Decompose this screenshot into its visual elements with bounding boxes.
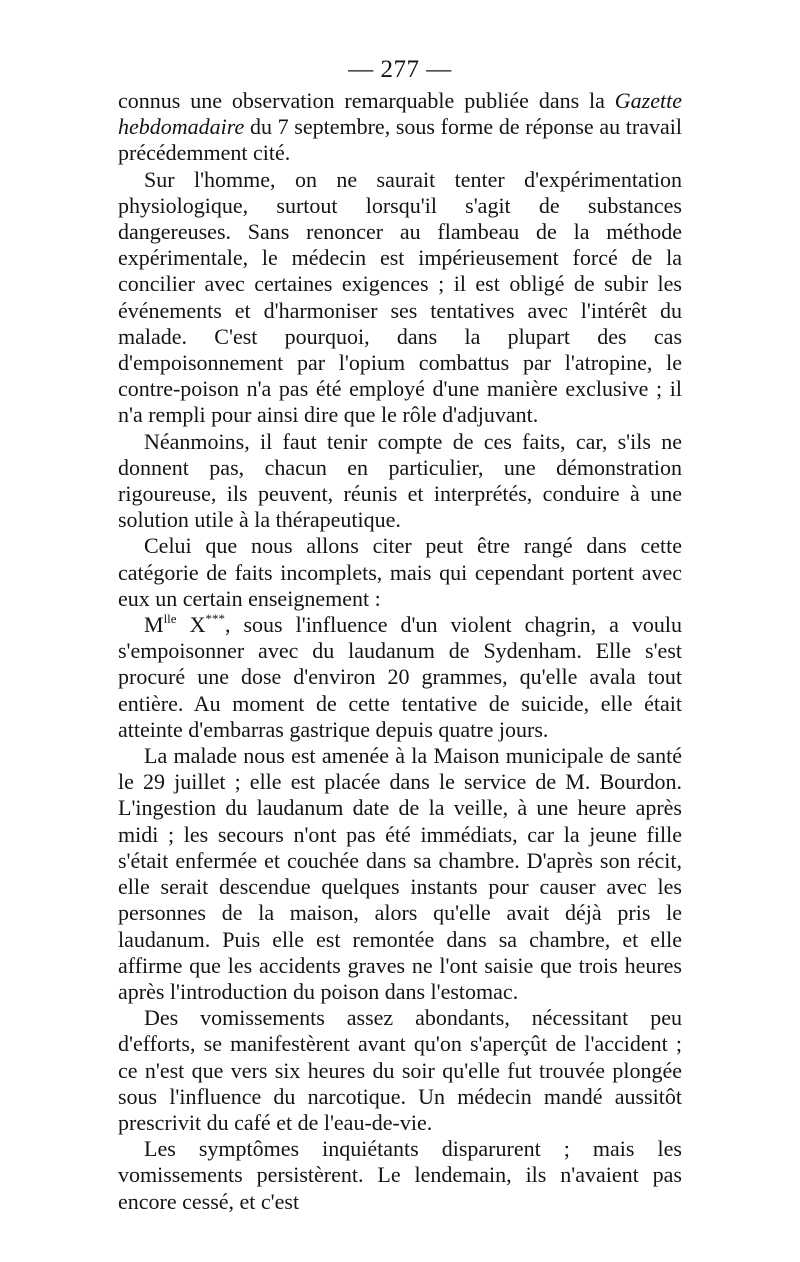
journal-title: Gazette hebdomadaire [118, 88, 682, 140]
patient-initial-asterisks: *** [205, 611, 225, 627]
paragraph-1-text-a: connus une observation remarquable publiée dans la [118, 88, 615, 113]
paragraph-1 [118, 88, 682, 167]
paragraph-5 [118, 612, 682, 743]
paragraph-5-text: , sous l'influence d'un violent chagrin, a voulu s'empoisonner avec du laudanum de Sydenham. Elle s'est procuré une dose d'environ 20 grammes, qu'elle avala tout entière. Au moment de cette tentative de suicide, elle était atteinte d'embarras gastrique depuis quatre jours. [118, 612, 682, 742]
paragraph-6: La malade nous est amenée à la Maison municipale de santé le 29 juillet ; elle est placée dans le service de M. Bourdon. L'ingestion du laudanum date de la veille, à une heure après midi ; les secours n'ont pas été immédiats, car la jeune fille s'était enfermée et couchée dans sa chambre. D'après son récit, elle serait descendue quelques instants pour causer avec les personnes de la maison, alors qu'elle avait déjà pris le laudanum. Puis elle est remontée dans sa chambre, et elle affirme que les accidents graves ne l'ont saisie que trois heures après l'introduction du poison dans l'estomac. [118, 743, 682, 1004]
paragraph-8: Les symptômes inquiétants disparurent ; mais les vomissements persistèrent. Le lendemain, ils n'avaient pas encore cessé, et c'est [118, 1136, 682, 1214]
page-number: — 277 — [348, 56, 452, 83]
patient-title-superscript: lle [163, 611, 177, 627]
paragraph-3: Néanmoins, il faut tenir compte de ces faits, car, s'ils ne donnent pas, chacun en particulier, une démonstration rigoureuse, ils peuvent, réunis et interprétés, conduire à une solution utile à la thérapeutique. [118, 428, 682, 533]
paragraph-7: Des vomissements assez abondants, nécessitant peu d'efforts, se manifestèrent avant qu'on s'aperçût de l'accident ; ce n'est que vers six heures du soir qu'elle fut trouvée plongée sous l'influence du narcotique. Un médecin mandé aussitôt prescrivit du café et de l'eau-de-vie. [118, 1005, 682, 1135]
patient-title: M [144, 612, 164, 638]
paragraph-2: Sur l'homme, on ne saurait tenter d'expérimentation physiologique, surtout lorsqu'il s'agit de substances dangereuses. Sans renoncer au flambeau de la méthode expérimentale, le médecin est impérieusement forcé de la concilier avec certaines exigences ; il est obligé de subir les événements et d'harmoniser ses tentatives avec l'intérêt du malade. C'est pourquoi, dans la plupart des cas d'empoisonnement par l'opium combattus par l'atropine, le contre-poison n'a pas été employé d'une manière exclusive ; il n'a rempli pour ainsi dire que le rôle d'adjuvant. [118, 166, 682, 428]
body-text [118, 88, 682, 1215]
paragraph-4: Celui que nous allons citer peut être rangé dans cette catégorie de faits incomplets, mais qui cependant portent avec eux un certain enseignement : [118, 533, 682, 611]
patient-initial: X [176, 612, 206, 638]
paragraph-1-text-b: du 7 septembre, sous forme de réponse au travail précédemment cité. [118, 114, 682, 166]
